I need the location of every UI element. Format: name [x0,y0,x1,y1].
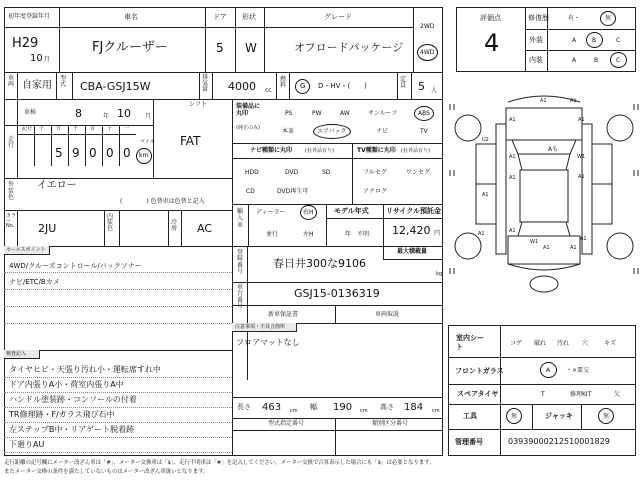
tv-label: TV種類に丸印 [357,147,396,154]
spare-kit: 修理KIT [570,391,592,398]
jack-label: ジャッキ [545,412,573,420]
inspection-note-line: TR修理跡・F/ガラス飛び石中 [9,410,115,419]
car-damage-diagram [448,84,640,312]
import-right-hand: 右H [303,209,314,216]
damage-label: U2 [482,137,489,143]
import-parallel: 並行 [266,231,279,238]
import-dealer: ディーラー [256,209,286,216]
color-code-value: 2JU [38,222,57,235]
height-label: 高さ [380,403,394,411]
damage-label: A1 [482,192,489,198]
equip-leather: 本革 [282,128,295,135]
equipment-sublabel: (純正のみ) [236,125,260,131]
exterior-note: ( ) 色替車は色替と記入 [120,198,205,205]
jack-none: 無 [603,413,610,420]
equip-abs: ABS [418,110,430,117]
inspection-notes-label: 検査記入 [6,351,27,357]
inspection-year: 8 [75,107,82,120]
reg-date-label: 初年度登録年月 [8,13,51,20]
ac-value: AC [197,222,213,235]
width-unit: cm [360,408,368,414]
navi-hdd: HDD [245,169,259,176]
mileage-cell-divider [51,125,52,166]
import-left-hand: 左H [303,231,314,238]
mileage-cell-divider [102,125,103,166]
note-rule [4,407,232,408]
height-value: 184 [404,402,424,413]
damage-label: A1 [540,98,547,104]
inspection-note-line: タイヤヒビ・天張り汚れ小・運転席すれ中 [9,365,161,374]
inspection-label: 車検 [24,109,37,116]
damage-label: W1 [577,154,586,160]
damage-label: A1 [509,117,516,123]
spare-label: スペアタイヤ [457,390,499,398]
shift-value: FAT [180,134,201,148]
seat-tear: 破れ [534,340,547,347]
shape-value: W [245,41,257,55]
equip-navi: ナビ [376,128,389,135]
damage-label: A1 [570,245,577,251]
exterior-label: 外装色 [8,181,15,202]
width-label: 幅 [310,403,317,411]
door-label: ドア [213,13,227,21]
navi-dvd: DVD [285,169,299,176]
damage-label: A1 [478,231,485,237]
model-designation-label: 型式指定番号 [268,420,305,427]
note-rule [4,452,232,453]
length-value: 463 [262,402,282,413]
doors-value: 5 [216,41,224,55]
new-car-warranty: 新車保証書 [268,311,299,318]
reg-month: 10 [30,53,43,64]
seat-burn: コゲ [510,340,523,347]
shape-label: 形状 [242,13,256,21]
displacement-value: 4000 [228,80,256,93]
inspection-note-line: ドア内張りA小・荷室内張りA中 [9,380,124,389]
repair-options: 有・ [568,15,581,22]
mileage-digit: 5 [55,146,63,160]
tools-label: 工具 [463,412,477,420]
mileage-unit-label: 記号 [22,126,33,132]
grade-label: グレード [324,13,352,21]
note-rule [4,392,232,393]
capacity-value: 5 [418,80,425,93]
tools-none: 無 [511,413,518,420]
ext-c: C [616,37,621,44]
type-label: 型式 [60,75,67,88]
model-year-value: 年 不明 [345,231,370,238]
front-glass-value: A [546,367,551,374]
km-label: km [139,152,149,159]
int-c: C [616,57,621,64]
mileage-unit-label: 万 [56,126,62,132]
sales-line-2: ナビ/ETC/Bカメ [9,278,60,286]
diagram-note: Aも [548,146,559,153]
equip-sunroof: サンルーフ [368,110,398,117]
repair-label: 修復歴 [528,14,549,22]
damage-label: A1 [570,98,577,104]
recycle-label: リサイクル預託金 [386,207,442,215]
ext-a: A [572,37,577,44]
max-load-label: 最大積載量 [397,248,428,255]
note-rule [4,377,232,378]
equip-pw: PW [312,110,322,117]
seat-hole: 穴 [582,340,589,347]
inspection-month-unit: 月 [145,113,152,120]
equip-ps: PS [285,110,293,117]
mileage-digit: 0 [89,146,97,160]
navi-sd: SD [322,169,331,176]
mileage-cell-divider [85,125,86,166]
fuel-label: 燃料 [280,76,287,89]
damage-label: A1 [578,174,585,180]
model-value: CBA-GSJ15W [80,80,151,93]
spare-t: T [541,391,545,398]
seat-scratch: キズ [604,340,616,347]
category-label: 類別区分番号 [372,420,409,427]
footer-line-2: またメーター交換の条件を満たしていないものはメーター改ざん車扱いとなります。 [4,469,209,475]
eval-value: 4 [484,29,500,57]
damage-label: A1 [543,245,550,251]
navi-note: (社外品有り) [305,148,334,154]
seat-stain: 汚れ [557,340,570,347]
repair-none: 無 [605,15,612,22]
damage-label: A1 [578,117,585,123]
color-code-label: カラーNo. [6,213,17,229]
inspection-note-line: 下廻りAU [9,440,45,449]
car-name-label: 車名 [124,13,138,21]
damage-label: W1 [530,239,539,245]
length-label: 長さ [237,403,251,411]
reg-year: H29 [12,36,39,51]
note-rule [4,437,232,438]
navi-dvd-play: DVD再生可 [277,188,309,195]
drive-4wd: 4WD [420,49,435,56]
damage-label: A1 [509,154,516,160]
cc-unit: cc [265,87,272,94]
manage-value: 03939000212510001829 [508,437,610,446]
vehicle-label: 車両 [8,75,15,88]
displacement-label: 排気量 [202,74,209,93]
navi-label: ナビ種類に丸印 [250,147,293,154]
inspection-month: 10 [117,107,131,120]
drive-2wd: 2WD [420,23,435,30]
caution-text: フロアマットなし [236,338,300,347]
mileage-unit-label: 十 [39,126,45,132]
import-label: 輸入車 [237,208,244,230]
equip-tv: TV [420,128,428,135]
sales-point-label: セールスポイント [6,247,46,253]
car-name: FJクルーザー [92,40,168,55]
inspection-note-line: 左ステップB中・リアゲート脱着跡 [9,425,135,434]
damage-label: A1 [509,228,516,234]
mileage-digit: 0 [123,146,131,160]
tv-oneseg: ワンセグ [406,169,431,176]
seat-label: 室内シート [456,334,484,351]
interior-score-label: 内装 [529,56,543,64]
sales-line-1: 4WD/クルーズコントロール/バックソナー [9,262,142,270]
tv-fullseg: フルセグ [363,169,387,176]
plate-label: 登録番号 [237,249,244,275]
mileage-label: 走行 [8,136,15,149]
mileage-unit-label: 千 [73,126,79,132]
navi-cd: CD [246,188,255,195]
mileage-unit-label: 一 [124,126,130,132]
inspection-year-unit: 年 [103,113,110,120]
length-unit: cm [290,408,298,414]
capacity-label: 定員 [400,76,407,89]
kg-unit: kg [436,271,443,277]
equipment-label: 装備品に丸印 [236,103,261,117]
vehicle-manual: 車両取説 [375,311,400,318]
note-rule [4,422,232,423]
recycle-unit: 円 [434,230,441,237]
height-unit: cm [432,408,440,414]
mileage-digit: 0 [106,146,114,160]
ext-b: B [592,37,597,44]
damage-label: A1 [580,236,587,242]
exterior-score-label: 外装 [529,36,543,44]
mileage-unit-label: 十 [107,126,113,132]
footer-line-1: 走行距離の記号欄にメーター改ざん車は「#」、メーター交換車は「$」、走行不明車は「#」を記入してください。メーター交換で合算表示した場合にも「$」は必要となります。 [4,460,435,466]
caution-label: 注意事項・不具合箇所 [235,324,286,330]
exterior-color: イエロー [37,180,77,191]
grade-value: オフロードパッケージ [294,41,404,54]
mile-label: マイル [140,139,155,145]
recycle-value: 12,420 [392,224,431,237]
fuel-options: D・HV・( ) [318,82,367,90]
mileage-cell-divider [68,125,69,166]
interior-color-label: 内装色 [107,213,114,232]
capacity-unit: 人 [431,87,438,94]
eval-label: 評価点 [480,14,501,22]
chassis-value: GSJ15-0136319 [294,287,380,300]
front-glass-rest: ・×要交 [566,367,590,374]
use-value: 自家用 [22,80,52,91]
equip-airbag: エアバック [317,128,347,135]
tv-analog: アナログ [363,188,388,195]
mileage-digit: 9 [72,146,80,160]
width-value: 190 [333,402,353,413]
fuel-g: G [300,82,306,90]
plate-value: 春日井300な9106 [273,257,366,270]
manage-label: 管理番号 [455,438,483,446]
spare-missing: 欠 [614,391,621,398]
int-b: B [594,57,599,64]
damage-label: A1 [509,175,516,181]
model-year-label: モデル年式 [334,207,369,215]
inspection-note-line: ハンドル塗装跡・コンソールの付着 [9,395,137,404]
mileage-cell-divider [119,125,120,166]
ac-label: 冷房 [171,219,178,232]
tv-note: (社外品有り) [401,148,430,154]
front-glass-label: フロントガラス [455,367,504,375]
shift-label: シフト [189,101,208,108]
chassis-label: 車台番号 [237,284,244,310]
equip-aw: AW [340,110,350,117]
reg-month-unit: 月 [44,56,51,63]
mileage-cell-divider [34,125,35,166]
int-a: A [572,57,577,64]
mileage-unit-label: 百 [90,126,96,132]
